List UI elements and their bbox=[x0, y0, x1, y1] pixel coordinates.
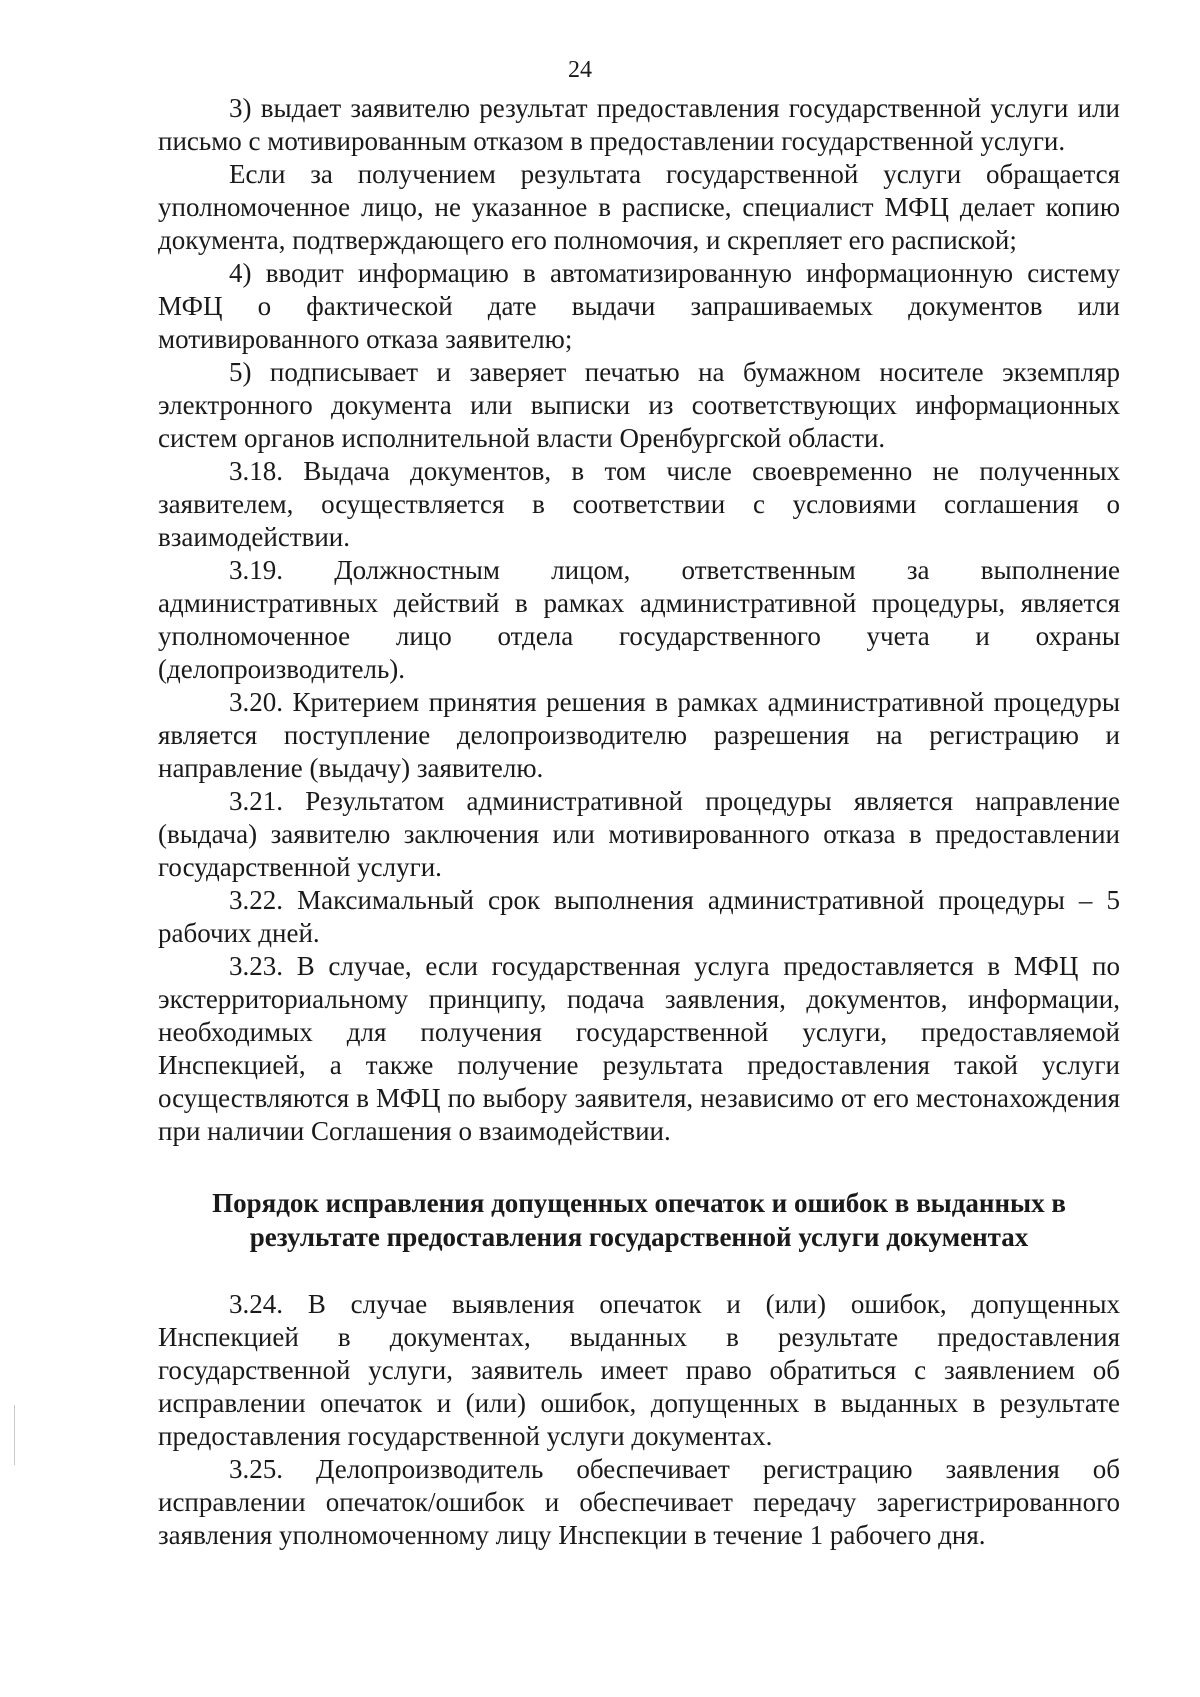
paragraph-3-18: 3.18. Выдача документов, в том числе своевременно не полученных заявителем, осуществляется в соответствии с условиями соглашения о взаимодействии. bbox=[158, 456, 1120, 552]
paragraph-3-21: 3.21. Результатом административной процедуры является направление (выдача) заявителю заключения или мотивированного отказа в предоставлении государственной услуги. bbox=[158, 786, 1120, 882]
scan-artifact-line bbox=[14, 1405, 15, 1465]
page-number: 24 bbox=[568, 57, 592, 83]
paragraph-3-23: 3.23. В случае, если государственная услуга предоставляется в МФЦ по экстерриториальному принципу, подача заявления, документов, информации, необходимых для получения государственной услуги, предоставляемой Инспекцией, а также получение результата предоставления такой услуги осуществляются в МФЦ по выбору заявителя, независимо от его местонахождения при наличии Соглашения о взаимодействии. bbox=[158, 951, 1120, 1146]
paragraph-authorized-person: Если за получением результата государственной услуги обращается уполномоченное лицо, не указанное в расписке, специалист МФЦ делает копию документа, подтверждающего его полномочия, и скрепляет его распиской; bbox=[158, 159, 1120, 255]
section-heading: Порядок исправления допущенных опечаток и ошибок в выданных в результате предоставления государственной услуги документах bbox=[212, 1188, 1066, 1252]
paragraph-3-22: 3.22. Максимальный срок выполнения административной процедуры – 5 рабочих дней. bbox=[158, 885, 1120, 948]
paragraph-3-25: 3.25. Делопроизводитель обеспечивает регистрацию заявления об исправлении опечаток/ошибок и обеспечивает передачу зарегистрированного заявления уполномоченному лицу Инспекции в течение 1 рабочего дня. bbox=[158, 1454, 1120, 1550]
paragraph-item-5: 5) подписывает и заверяет печатью на бумажном носителе экземпляр электронного документа или выписки из соответствующих информационных систем органов исполнительной власти Оренбургской области. bbox=[158, 357, 1120, 453]
paragraph-item-3: 3) выдает заявителю результат предоставления государственной услуги или письмо с мотивированным отказом в предоставлении государственной услуги. bbox=[158, 93, 1120, 156]
paragraph-3-24: 3.24. В случае выявления опечаток и (или) ошибок, допущенных Инспекцией в документах, выданных в результате предоставления государственной услуги, заявитель имеет право обратиться с заявлением об исправлении опечаток и (или) ошибок, допущенных в выданных в результате предоставления государственной услуги документах. bbox=[158, 1289, 1120, 1451]
document-body bbox=[158, 92, 1120, 1552]
paragraph-3-19: 3.19. Должностным лицом, ответственным за выполнение административных действий в рамках административной процедуры, является уполномоченное лицо отдела государственного учета и охраны (делопроизводитель). bbox=[158, 555, 1120, 684]
spacer bbox=[158, 1148, 1120, 1186]
spacer bbox=[158, 1254, 1120, 1288]
paragraph-item-4: 4) вводит информацию в автоматизированную информационную систему МФЦ о фактической дате выдачи запрашиваемых документов или мотивированного отказа заявителю; bbox=[158, 258, 1120, 354]
paragraph-3-20: 3.20. Критерием принятия решения в рамках административной процедуры является поступление делопроизводителю разрешения на регистрацию и направление (выдачу) заявителю. bbox=[158, 687, 1120, 783]
